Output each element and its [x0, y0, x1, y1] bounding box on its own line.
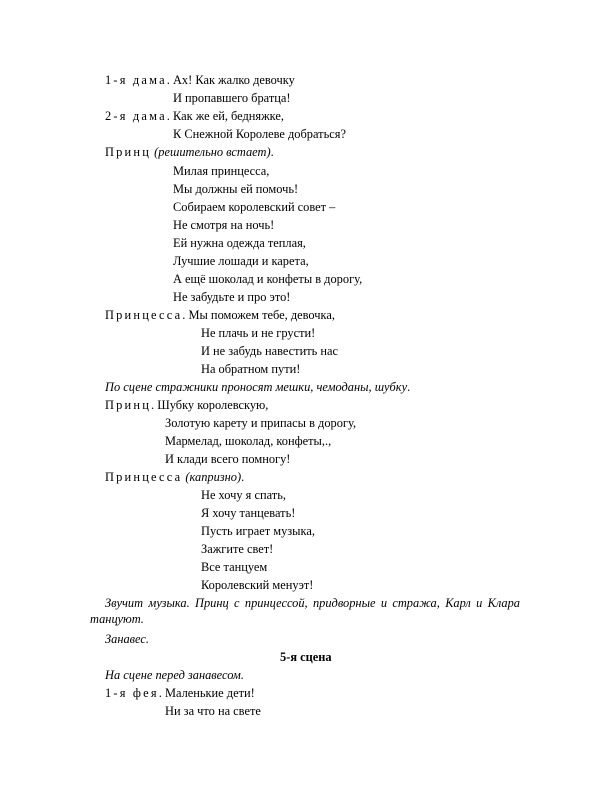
verse-line: На обратном пути!: [201, 362, 301, 376]
verse-line: Не плачь и не грусти!: [201, 326, 316, 340]
verse-line: Ни за что на свете: [165, 704, 261, 718]
verse-line: И пропавшего братца!: [173, 91, 291, 105]
dialogue-line: [105, 685, 255, 701]
verse-line: Лучшие лошади и карета,: [173, 254, 309, 268]
line-text: . Шубку королевскую,: [151, 398, 269, 412]
dialogue-line: [105, 108, 284, 124]
dialogue-line: [105, 469, 244, 485]
verse-line: Милая принцесса,: [173, 164, 270, 178]
verse-line: Я хочу танцевать!: [201, 506, 296, 520]
verse-line: Мы должны ей помочь!: [173, 182, 299, 196]
verse-line: Мармелад, шоколад, конфеты,.,: [165, 434, 332, 448]
verse-line: Золотую карету и припасы в дорогу,: [165, 416, 357, 430]
stage-direction: Звучит музыка. Принц с принцессой, придворные и стража, Карл и Клара танцуют.: [90, 596, 520, 626]
verse-line: Зажгите свет!: [201, 542, 274, 556]
speaker-name: Принцесса: [105, 308, 183, 322]
line-tail: .: [407, 380, 411, 394]
stage-direction-text: По сцене стражники проносят мешки, чемоданы, шубку: [105, 380, 408, 394]
stage-direction: Занавес.: [105, 632, 149, 646]
line-tail: .: [270, 145, 274, 159]
verse-line: Все танцуем: [201, 560, 268, 574]
stage-direction: [105, 379, 410, 395]
speaker-name: 2-я дама: [105, 109, 167, 123]
verse-line: А ещё шоколад и конфеты в дорогу,: [173, 272, 363, 286]
stage-direction-note: (капризно): [185, 470, 242, 484]
speaker-name: Принц: [105, 398, 152, 412]
verse-line: Не смотря на ночь!: [173, 218, 275, 232]
speaker-name: Принцесса: [105, 470, 183, 484]
dialogue-line: [105, 397, 268, 413]
verse-line: Не забудьте и про это!: [173, 290, 291, 304]
verse-line: И клади всего помногу!: [165, 452, 291, 466]
speaker-name: 1-я фея: [105, 686, 159, 700]
speaker-name: 1-я дама: [105, 73, 167, 87]
dialogue-line: [105, 72, 295, 88]
verse-line: Собираем королевский совет –: [173, 200, 336, 214]
verse-line: Ей нужна одежда теплая,: [173, 236, 306, 250]
verse-line: Не хочу я спать,: [201, 488, 286, 502]
speaker-name: Принц: [105, 145, 152, 159]
scene-heading: 5-я сцена: [280, 650, 332, 664]
line-tail: .: [241, 470, 245, 484]
verse-line: Пусть играет музыка,: [201, 524, 315, 538]
stage-direction: На сцене перед занавесом.: [105, 668, 244, 682]
stage-direction-note: (решительно встает): [154, 145, 271, 159]
line-text: . Маленькие дети!: [158, 686, 255, 700]
dialogue-line: [105, 144, 274, 160]
verse-line: К Снежной Королеве добраться?: [173, 127, 346, 141]
verse-line: И не забудь навестить нас: [201, 344, 339, 358]
line-text: . Мы поможем тебе, девочка,: [182, 308, 335, 322]
line-text: . Ах! Как жалко девочку: [166, 73, 295, 87]
verse-line: Королевский менуэт!: [201, 578, 314, 592]
dialogue-line: [105, 307, 335, 323]
line-text: . Как же ей, бедняжке,: [166, 109, 284, 123]
